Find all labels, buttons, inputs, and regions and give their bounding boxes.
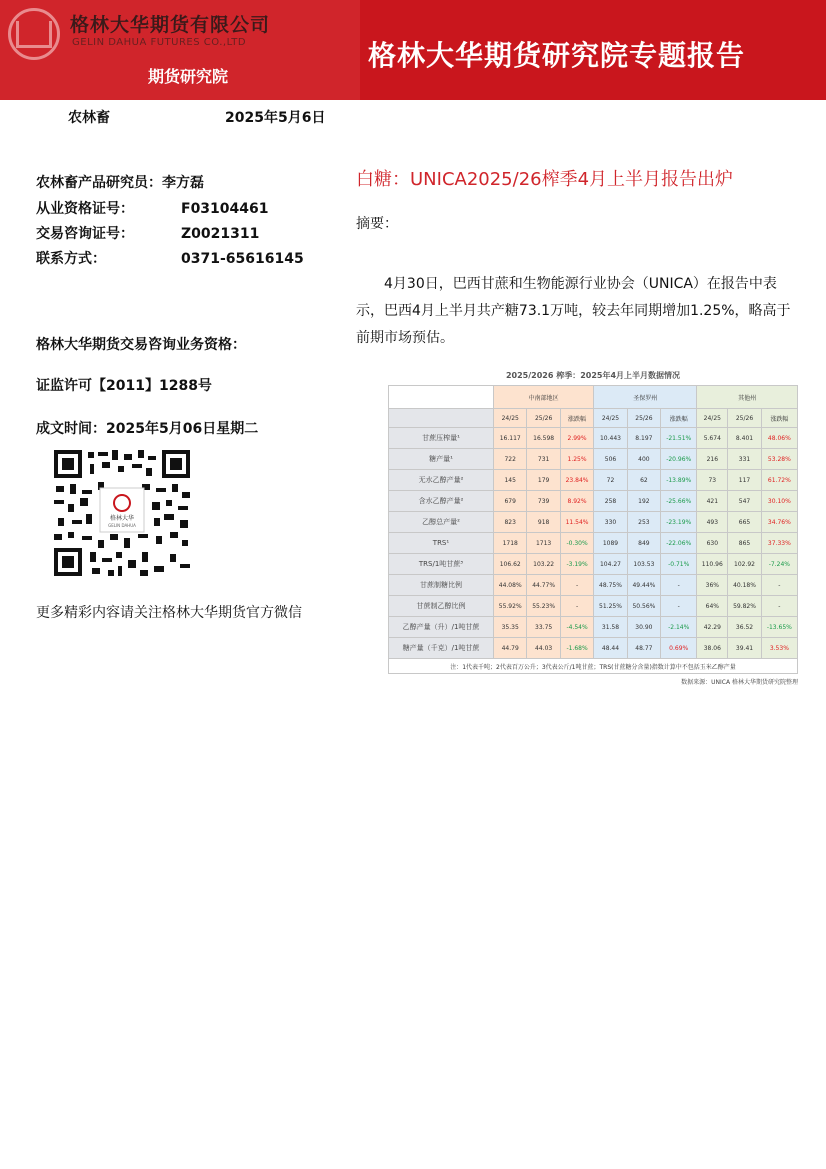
table-cell: - — [661, 596, 697, 617]
table-row — [389, 617, 798, 638]
qr-center-sub: GELIN DAHUA — [108, 523, 136, 528]
table-cell: 216 — [697, 449, 728, 470]
table-cell: 665 — [728, 512, 761, 533]
table-cell: -22.06% — [661, 533, 697, 554]
table-cell: 253 — [627, 512, 660, 533]
report-title: 格林大华期货研究院专题报告 — [368, 39, 746, 72]
table-corner — [389, 386, 494, 409]
qualification-title: 格林大华期货交易咨询业务资格： — [36, 337, 246, 353]
subheader-cell: 24/25 — [594, 409, 627, 428]
table-cell: 1089 — [594, 533, 627, 554]
table-cell: 547 — [728, 491, 761, 512]
table-cell: 865 — [728, 533, 761, 554]
subheader-cell: 25/26 — [527, 409, 560, 428]
row-label: 甘蔗制乙醇比例 — [389, 596, 494, 617]
table-cell: 50.56% — [627, 596, 660, 617]
follow-wechat-text: 更多精彩内容请关注格林大华期货官方微信 — [36, 605, 302, 621]
table-subheader-row — [389, 409, 798, 428]
contact-line — [36, 248, 304, 268]
table-cell: 30.10% — [761, 491, 797, 512]
table-cell: 145 — [494, 470, 527, 491]
table-cell: -0.71% — [661, 554, 697, 575]
table-row — [389, 596, 798, 617]
table-cell: 23.84% — [560, 470, 593, 491]
subheader-cell: 25/26 — [728, 409, 761, 428]
table-cell: 33.75 — [527, 617, 560, 638]
table-cell: 48.75% — [594, 575, 627, 596]
table-cell: 739 — [527, 491, 560, 512]
row-label: 甘蔗制糖比例 — [389, 575, 494, 596]
table-cell: 331 — [728, 449, 761, 470]
researcher-label: 农林畜产品研究员： — [36, 175, 162, 191]
table-cell: -1.68% — [560, 638, 593, 659]
written-time: 成文时间：2025年5月06日星期二 — [36, 421, 259, 437]
table-cell: 11.54% — [560, 512, 593, 533]
row-label: 糖产量¹ — [389, 449, 494, 470]
table-note: 注：1代表千吨；2代表百万公升；3代表公斤/1吨甘蔗；TRS(甘蔗糖分含量)指数计算中不包括玉米乙醇产量 — [389, 659, 798, 674]
table-cell: 117 — [728, 470, 761, 491]
table-cell: 59.82% — [728, 596, 761, 617]
table-cell: 849 — [627, 533, 660, 554]
table-cell: 1713 — [527, 533, 560, 554]
company-name-cn: 格林大华期货有限公司 — [70, 14, 271, 36]
table-cell: 51.25% — [594, 596, 627, 617]
table-cell: 8.401 — [728, 428, 761, 449]
table-cell: 48.44 — [594, 638, 627, 659]
consult-value: Z0021311 — [181, 226, 260, 242]
table-cell: 30.90 — [627, 617, 660, 638]
subheader-cell: 涨跌幅 — [761, 409, 797, 428]
table-cell: 0.69% — [661, 638, 697, 659]
table-cell: 37.33% — [761, 533, 797, 554]
table-cell: 722 — [494, 449, 527, 470]
table-cell: 1718 — [494, 533, 527, 554]
table-cell: -13.89% — [661, 470, 697, 491]
table-cell: -7.24% — [761, 554, 797, 575]
subheader-cell: 涨跌幅 — [661, 409, 697, 428]
table-cell: 630 — [697, 533, 728, 554]
table-cell: 44.77% — [527, 575, 560, 596]
row-label: 甘蔗压榨量¹ — [389, 428, 494, 449]
table-cell: 110.96 — [697, 554, 728, 575]
cert-value: F03104461 — [181, 201, 269, 217]
group-header: 其他州 — [697, 386, 798, 409]
table-source: 数据来源：UNICA 格林大华期货研究院整理 — [681, 679, 798, 686]
table-note-row — [389, 659, 798, 674]
table-cell: 918 — [527, 512, 560, 533]
consult-label: 交易咨询证号： — [36, 226, 134, 242]
table-row — [389, 428, 798, 449]
group-header: 中南部地区 — [494, 386, 594, 409]
table-cell: 49.44% — [627, 575, 660, 596]
table-cell: 48.06% — [761, 428, 797, 449]
row-label: TRS/1吨甘蔗³ — [389, 554, 494, 575]
table-row — [389, 449, 798, 470]
article-headline: 白糖：UNICA2025/26榨季4月上半月报告出炉 — [356, 169, 734, 190]
table-cell: 16.117 — [494, 428, 527, 449]
table-row — [389, 638, 798, 659]
table-cell: 8.197 — [627, 428, 660, 449]
table-cell: 36.52 — [728, 617, 761, 638]
subheader-corner — [389, 409, 494, 428]
table-cell: 258 — [594, 491, 627, 512]
table-cell: 48.77 — [627, 638, 660, 659]
table-cell: 44.03 — [527, 638, 560, 659]
table-cell: 421 — [697, 491, 728, 512]
table-cell: 73 — [697, 470, 728, 491]
table-row — [389, 575, 798, 596]
company-name-en: GELIN DAHUA FUTURES CO.,LTD — [72, 37, 247, 48]
table-row — [389, 554, 798, 575]
qr-center-text: 格林大华 — [109, 515, 135, 522]
contact-label: 联系方式： — [36, 251, 106, 267]
cert-line — [36, 198, 269, 218]
table-cell: 104.27 — [594, 554, 627, 575]
sector-label: 农林畜 — [68, 110, 110, 126]
table-cell: 103.53 — [627, 554, 660, 575]
table-cell: - — [560, 596, 593, 617]
table-cell: 39.41 — [728, 638, 761, 659]
table-cell: 35.35 — [494, 617, 527, 638]
table-cell: 34.76% — [761, 512, 797, 533]
table-cell: -21.51% — [661, 428, 697, 449]
table-cell: 36% — [697, 575, 728, 596]
table-cell: 179 — [527, 470, 560, 491]
wechat-qr-code[interactable] — [52, 448, 192, 578]
subheader-cell: 24/25 — [494, 409, 527, 428]
table-cell: 55.23% — [527, 596, 560, 617]
table-cell: 192 — [627, 491, 660, 512]
table-cell: - — [661, 575, 697, 596]
table-row — [389, 491, 798, 512]
table-cell: 55.92% — [494, 596, 527, 617]
table-cell: -25.66% — [661, 491, 697, 512]
table-cell: 1.25% — [560, 449, 593, 470]
table-row — [389, 512, 798, 533]
table-cell: 44.08% — [494, 575, 527, 596]
table-cell: 53.28% — [761, 449, 797, 470]
researcher-name: 李方磊 — [162, 175, 204, 191]
table-cell: -13.65% — [761, 617, 797, 638]
row-label: 含水乙醇产量² — [389, 491, 494, 512]
table-cell: 493 — [697, 512, 728, 533]
row-label: 糖产量（千克）/1吨甘蔗 — [389, 638, 494, 659]
row-label: 乙醇总产量² — [389, 512, 494, 533]
table-cell: -2.14% — [661, 617, 697, 638]
table-cell: 679 — [494, 491, 527, 512]
table-cell: - — [761, 596, 797, 617]
table-cell: -3.19% — [560, 554, 593, 575]
table-cell: -20.96% — [661, 449, 697, 470]
table-cell: 16.598 — [527, 428, 560, 449]
row-label: TRS¹ — [389, 533, 494, 554]
table-cell: 61.72% — [761, 470, 797, 491]
table-cell: 106.62 — [494, 554, 527, 575]
unica-data-table — [388, 370, 798, 686]
table-cell: 3.53% — [761, 638, 797, 659]
table-cell: 42.29 — [697, 617, 728, 638]
table-cell: -0.30% — [560, 533, 593, 554]
table-cell: -4.54% — [560, 617, 593, 638]
table-cell: 5.674 — [697, 428, 728, 449]
table-cell: 400 — [627, 449, 660, 470]
table-cell: 44.79 — [494, 638, 527, 659]
subheader-cell: 24/25 — [697, 409, 728, 428]
abstract-label: 摘要： — [356, 216, 398, 232]
table-cell: 2.99% — [560, 428, 593, 449]
table-cell: 62 — [627, 470, 660, 491]
company-logo-icon — [8, 8, 60, 60]
table-title: 2025/2026 榨季：2025年4月上半月数据情况 — [505, 371, 681, 380]
table-cell: 823 — [494, 512, 527, 533]
table-cell: 72 — [594, 470, 627, 491]
table-cell: 40.18% — [728, 575, 761, 596]
table-cell: - — [761, 575, 797, 596]
abstract-paragraph: 4月30日，巴西甘蔗和生物能源行业协会（UNICA）在报告中表示，巴西4月上半月共产糖73.1万吨，较去年同期增加1.25%，略高于前期市场预估。 — [356, 276, 791, 346]
department-label: 期货研究院 — [148, 67, 229, 86]
table-cell: 102.92 — [728, 554, 761, 575]
table-cell: -23.19% — [661, 512, 697, 533]
table-cell: 38.06 — [697, 638, 728, 659]
table-row — [389, 533, 798, 554]
table-cell: 64% — [697, 596, 728, 617]
row-label: 乙醇产量（升）/1吨甘蔗 — [389, 617, 494, 638]
table-row — [389, 470, 798, 491]
consult-line — [36, 223, 259, 243]
table-cell: 506 — [594, 449, 627, 470]
table-cell: 103.22 — [527, 554, 560, 575]
table-cell: 731 — [527, 449, 560, 470]
report-date: 2025年5月6日 — [225, 110, 326, 126]
subheader-cell: 涨跌幅 — [560, 409, 593, 428]
license-number: 证监许可【2011】1288号 — [36, 378, 212, 394]
table-cell: 8.92% — [560, 491, 593, 512]
table-cell: 31.58 — [594, 617, 627, 638]
contact-value: 0371-65616145 — [181, 251, 304, 267]
row-label: 无水乙醇产量² — [389, 470, 494, 491]
researcher-line — [36, 172, 204, 192]
table-cell: 10.443 — [594, 428, 627, 449]
table-cell: - — [560, 575, 593, 596]
table-cell: 330 — [594, 512, 627, 533]
group-header: 圣保罗州 — [594, 386, 697, 409]
subheader-cell: 25/26 — [627, 409, 660, 428]
cert-label: 从业资格证号： — [36, 201, 134, 217]
